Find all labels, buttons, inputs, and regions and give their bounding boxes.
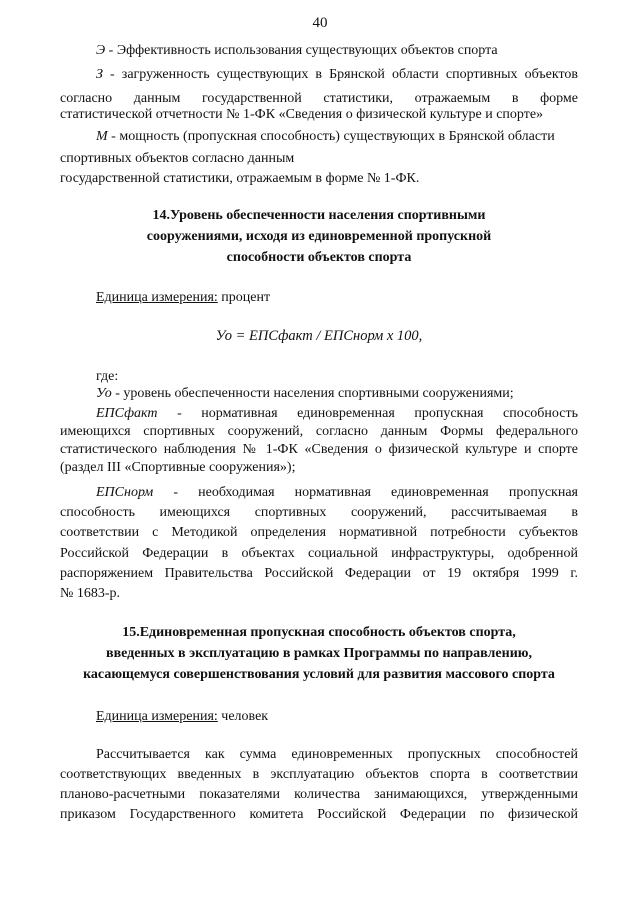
heading-line: 15.Единовременная пропускная способность объектов спорта, bbox=[122, 625, 516, 640]
section-15-unit: Единица измерения: человек bbox=[96, 709, 269, 724]
section-15-paragraph-line: планово-расчетными показателями количества занимающихся, утвержденными bbox=[60, 787, 578, 802]
definition-efficiency: Э - Эффективность использования существующих объектов спорта bbox=[96, 43, 498, 58]
definition-eps-norm-line: распоряжением Правительства Российской Федерации от 19 октября 1999 г. bbox=[60, 566, 578, 581]
definition-eps-fact: ЕПСфакт - нормативная единовременная пропускная способность bbox=[96, 406, 578, 421]
section-14-unit: Единица измерения: процент bbox=[96, 290, 271, 305]
definition-load: З - загруженность существующих в Брянской области спортивных объектов bbox=[96, 67, 578, 82]
definition-eps-fact-line: имеющихся спортивных сооружений, согласно данным Формы федерального bbox=[60, 424, 578, 439]
heading-line: способности объектов спорта bbox=[226, 250, 412, 265]
section-15-paragraph-line: Рассчитывается как сумма единовременных пропускных способностей bbox=[96, 747, 578, 762]
definition-capacity: М - мощность (пропускная способность) существующих в Брянской области bbox=[96, 129, 555, 144]
heading-line: введенных в эксплуатацию в рамках Программы по направлению, bbox=[106, 646, 532, 661]
definition-eps-norm-line: соответствии с Методикой определения нормативной потребности субъектов bbox=[60, 525, 578, 540]
section-15-paragraph-line: соответствующих введенных в эксплуатацию объектов спорта в соответствии bbox=[60, 767, 578, 782]
where-label: где: bbox=[96, 369, 119, 384]
heading-line: сооружениями, исходя из единовременной пропускной bbox=[146, 229, 492, 244]
formula: Уо = ЕПСфакт / ЕПСнорм x 100, bbox=[215, 328, 423, 344]
definition-uo: Уо - уровень обеспеченности населения спортивными сооружениями; bbox=[96, 386, 514, 401]
definition-eps-fact-line: (раздел III «Спортивные сооружения»); bbox=[60, 460, 296, 475]
heading-line: 14.Уровень обеспеченности населения спортивными bbox=[152, 208, 486, 223]
page-number: 40 bbox=[312, 15, 328, 31]
definition-eps-norm-line: Российской Федерации в объектах социальной инфраструктуры, одобренной bbox=[60, 546, 578, 561]
definition-eps-norm-line: способность имеющихся спортивных сооружений, рассчитываемая в bbox=[60, 505, 578, 520]
section-14-heading bbox=[60, 205, 578, 268]
section-15-heading bbox=[60, 622, 578, 685]
heading-line: касающемуся совершенствования условий для развития массового спорта bbox=[83, 667, 555, 682]
definition-load-cont2: статистической отчетности № 1-ФК «Сведения о физической культуре и спорте» bbox=[60, 107, 544, 122]
definition-capacity-cont: спортивных объектов согласно данным bbox=[60, 151, 295, 166]
definition-capacity-cont2: государственной статистики, отражаемым в форме № 1-ФК. bbox=[60, 171, 420, 186]
definition-eps-norm-line: № 1683-р. bbox=[60, 586, 121, 601]
definition-eps-norm: ЕПСнорм - необходимая нормативная единовременная пропускная bbox=[96, 485, 578, 500]
definition-load-cont: согласно данным государственной статистики, отражаемым в форме bbox=[60, 91, 578, 106]
section-15-paragraph-line: приказом Государственного комитета Российской Федерации по физической bbox=[60, 807, 578, 822]
definition-eps-fact-line: статистического наблюдения № 1-ФК «Сведения о физической культуре и спорте bbox=[60, 442, 578, 457]
